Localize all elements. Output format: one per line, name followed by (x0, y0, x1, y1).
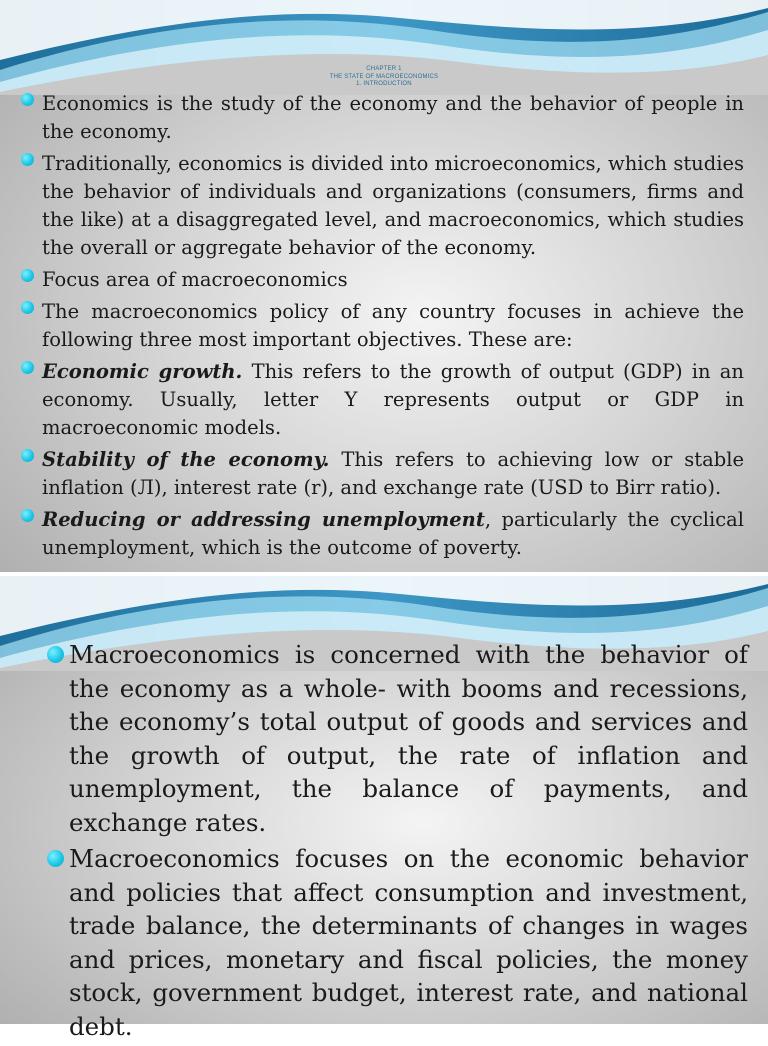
bullet-text: behavior of the economy as a whole (69, 640, 748, 703)
bullet-text: Economics is the (42, 92, 221, 115)
bullet-text: level, and (318, 208, 429, 231)
bullet-item (0, 90, 744, 146)
bullet-text: Stability of the economy. (42, 448, 330, 471)
bullet-text: Focus area of macroeconomics (42, 268, 348, 291)
bullet-item (0, 506, 744, 562)
bullet-dot-icon (21, 509, 34, 522)
bullet-text: The macroeconomics policy of any country focuses in achieve the following three most important objectives. These are: (42, 300, 744, 351)
slide-title (0, 66, 768, 89)
bullet-text: macroeconomics (428, 208, 595, 231)
bullet-dot-icon (47, 646, 64, 663)
bullet-text: and the behavior of people in the economy. (42, 92, 744, 143)
slide-1-bullet-list (0, 90, 744, 566)
bullet-dot-icon (21, 269, 34, 282)
bullet-text: , particularly the cyclical unemployment, which is the outcome of poverty. (42, 508, 744, 559)
bullet-dot-icon (21, 93, 34, 106)
bullet-item (0, 298, 744, 354)
slide-2-bullet-list (0, 638, 748, 1046)
bullet-text: , which studies the overall or aggregate behavior of the economy. (42, 208, 744, 259)
chapter-label: CHAPTER 1 (366, 66, 402, 72)
bullet-text: behavior of individuals and organizations (83, 180, 507, 203)
bullet-dot-icon (21, 301, 34, 314)
bullet-item (0, 266, 744, 294)
section-title: 1. INTRODUCTION (356, 81, 412, 87)
chapter-title: THE STATE OF MACROECONOMICS (329, 73, 439, 80)
bullet-item (0, 638, 748, 839)
bullet-item (0, 842, 748, 1043)
bullet-item (0, 446, 744, 502)
bullet-item (0, 358, 744, 442)
bullet-dot-icon (21, 449, 34, 462)
slide-2 (0, 576, 768, 1041)
bullet-text: disaggregated (175, 208, 319, 231)
bullet-text: (consumers, firms and the like) at a (42, 180, 745, 231)
bullet-dot-icon (21, 361, 34, 374)
bullet-text: Economic growth. (42, 360, 243, 383)
bullet-text: Traditionally, economics is divided into microeconomics, which studies the (42, 152, 744, 203)
bullet-dot-icon (47, 850, 64, 867)
bullet-text: Reducing or addressing unemployment (42, 508, 485, 531)
bullet-text: study of the economy (220, 92, 438, 115)
bullet-dot-icon (21, 153, 34, 166)
bullet-text: Macroeconomics focuses on the economic behavior and policies that affect consumption and investment, trade balance, the determinants of changes in wages and prices, monetary and fiscal policies, the money stock, government budget, interest rate, and national debt. (69, 844, 748, 1041)
bullet-text: This refers to achieving low or stable inflation (Л), interest rate (r), and exchange rate (USD to Birr ratio). (42, 448, 745, 499)
bullet-item (0, 150, 744, 262)
bullet-text: Macroeconomics is concerned with the (69, 640, 601, 669)
bullet-text: This refers to the growth of output (GDP) in an economy. Usually, letter Y represents output or GDP in macroeconomic models. (42, 360, 744, 439)
bullet-text: - with booms and recessions, the economy’s total output of goods and services and the growth of output, the rate of inflation and unemployment, the balance of payments, and exchange rates. (69, 673, 748, 837)
